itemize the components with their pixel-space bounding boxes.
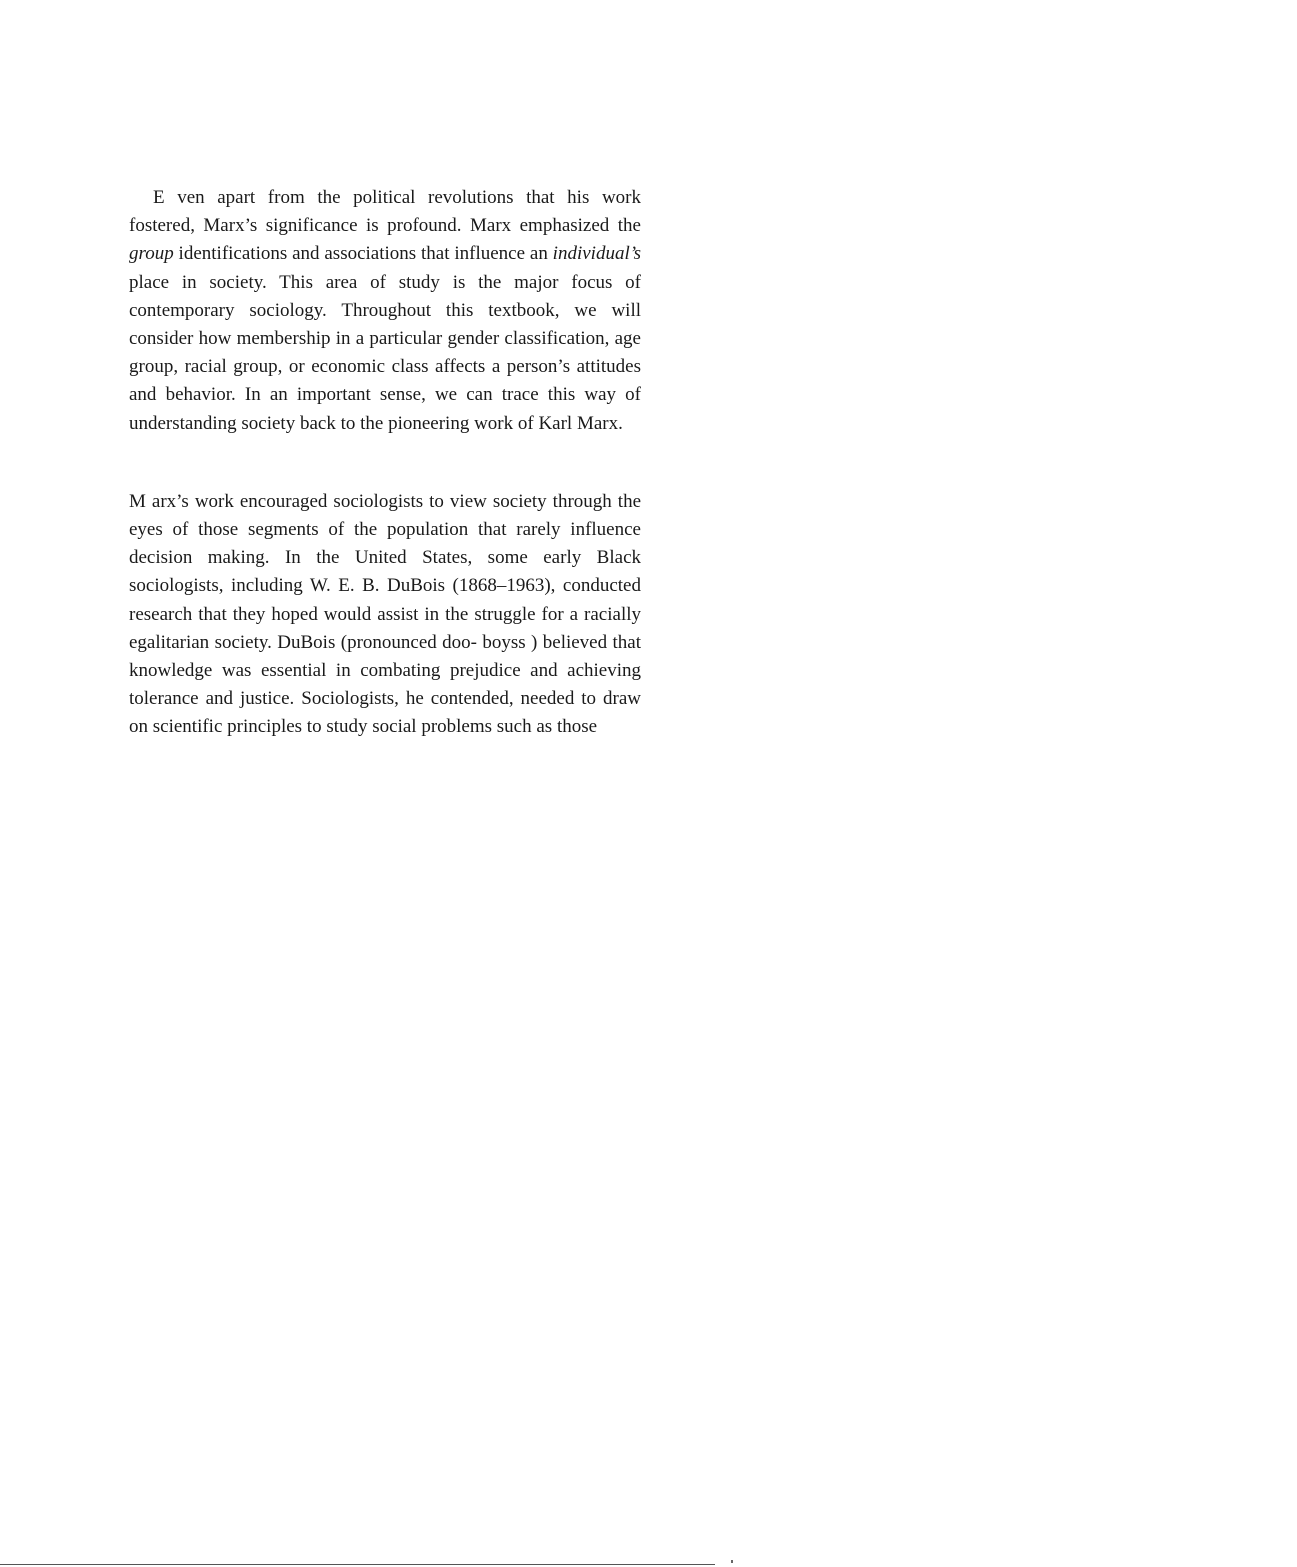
bottom-mark <box>731 1560 733 1563</box>
paragraph-text: identifications and associations that influence an <box>173 243 553 265</box>
paragraph-marx-significance <box>129 184 641 438</box>
paragraph-text: place in society. This area of study is the major focus of contemporary sociology. Throughout this textbook, we will consider how membership in a particular gender classification, age group, racial group, or economic class affects a person’s attitudes and behavior. In an important sense, we can trace this way of understanding society back to the pioneering work of Karl Marx. <box>129 271 641 434</box>
bottom-rule <box>0 1564 715 1565</box>
paragraph-dubois <box>129 488 641 742</box>
paragraph-text: E ven apart from the political revolutions that his work fostered, Marx’s significance is profound. Marx emphasized the <box>129 187 641 237</box>
emphasis-group: group <box>129 243 174 265</box>
paragraph-text: M arx’s work encouraged sociologists to view society through the eyes of those segments of the population that rarely influence decision making. In the United States, some early Black sociologists, including W. E. B. DuBois (1868–1963), conducted research that they hoped would assist in the struggle for a racially egalitarian society. DuBois (pronounced doo- boyss ) believed that knowledge was essential in combating prejudice and achieving tolerance and justice. Sociologists, he contended, needed to draw on scientific principles to study social problems such as those <box>129 490 641 738</box>
text-column <box>129 184 641 742</box>
emphasis-individuals: individual’s <box>552 243 641 265</box>
